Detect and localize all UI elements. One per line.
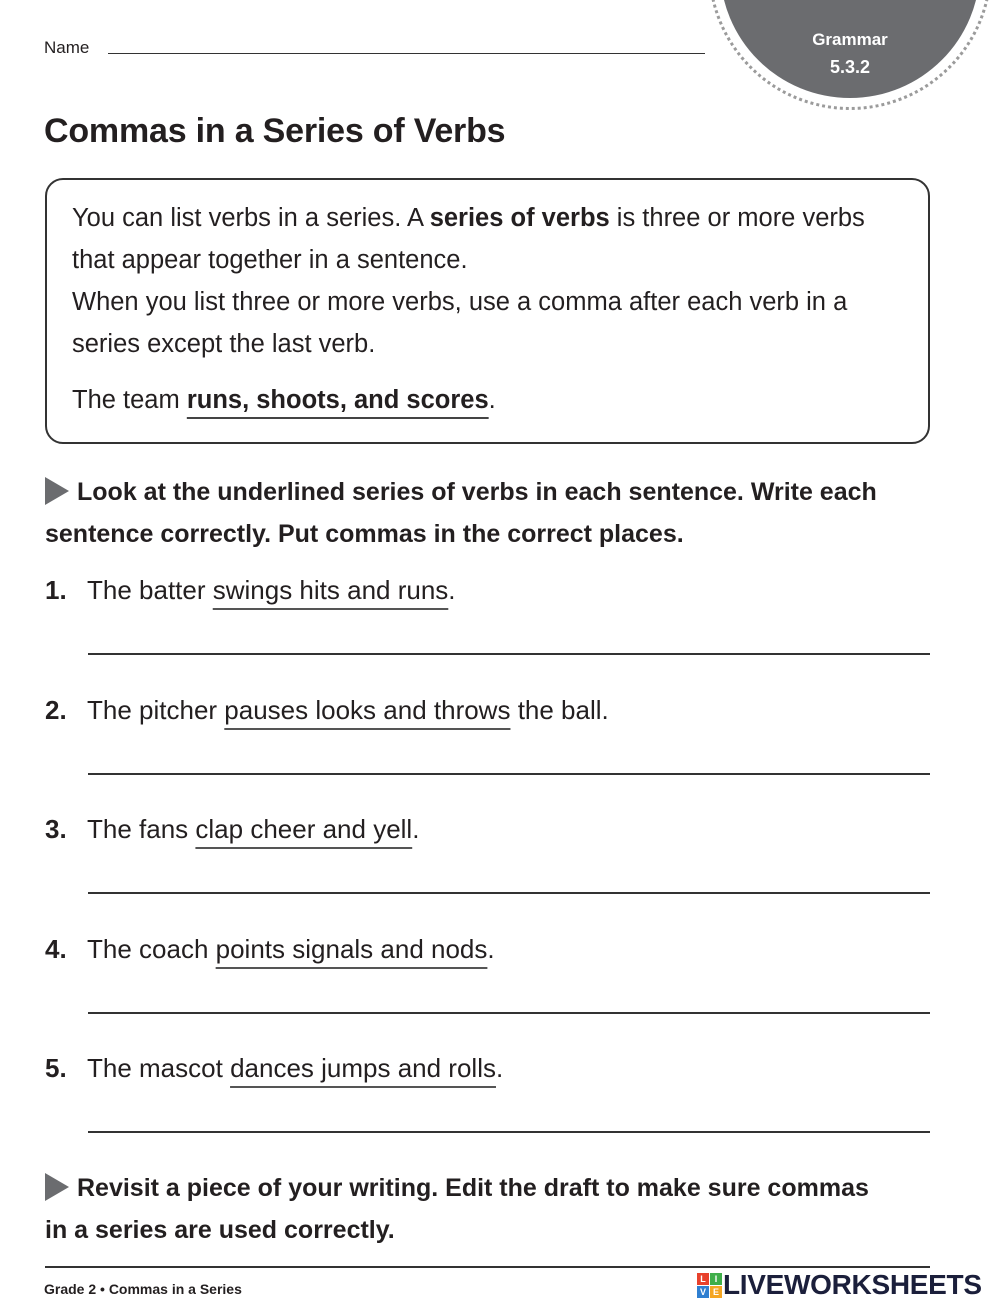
brand-tile: L [697, 1273, 709, 1285]
rule-example [72, 379, 928, 421]
question-item [0, 572, 1000, 692]
rule-text: You can list verbs in a series. A [72, 204, 430, 232]
question-sentence [87, 931, 495, 967]
name-line [108, 53, 705, 54]
question-number: 1. [45, 575, 67, 605]
example-verbs: runs, shoots, and scores [186, 386, 489, 414]
arrow-bullet-icon [45, 477, 69, 505]
instruction-line [45, 471, 930, 513]
question-sentence [87, 572, 456, 608]
name-label: Name [44, 38, 90, 57]
rule-line-2: that appear together in a sentence. [72, 246, 468, 274]
instruction-1 [45, 471, 930, 555]
page-title: Commas in a Series of Verbs [44, 112, 506, 150]
footer-label: Grade 2 • Commas in a Series [44, 1281, 242, 1297]
question-sentence [87, 1050, 503, 1086]
brand-tiles-icon [697, 1273, 722, 1298]
sentence-end: . [495, 1053, 504, 1083]
sentence-end: . [412, 814, 420, 844]
question-item [0, 811, 1000, 931]
rule-term: series of verbs [429, 204, 610, 232]
answer-input-2[interactable] [88, 735, 930, 775]
brand-tile: E [710, 1286, 722, 1298]
instruction-2 [45, 1167, 930, 1251]
arrow-bullet-icon [45, 1173, 69, 1201]
sentence-end: . [487, 933, 495, 964]
example-start: The team [72, 386, 187, 414]
underlined-verbs: points signals and nods [215, 933, 488, 964]
brand-logo [697, 1271, 982, 1299]
brand-tile: V [697, 1286, 709, 1298]
rule-line-4: series except the last verb. [72, 330, 376, 358]
question-number: 2. [45, 694, 67, 725]
example-end: . [488, 386, 496, 414]
answer-input-3[interactable] [88, 854, 930, 894]
sentence-end: . [448, 575, 456, 605]
footer-rule [45, 1266, 930, 1268]
brand-name: LIVEWORKSHEETS [723, 1269, 982, 1300]
instruction-line [45, 1167, 930, 1209]
question-item [0, 1050, 1000, 1170]
underlined-verbs: pauses looks and throws [224, 694, 511, 725]
answer-input-4[interactable] [88, 974, 930, 1014]
badge-code: 5.3.2 [829, 57, 871, 77]
rule-text: is three or more verbs [609, 204, 865, 232]
question-sentence [87, 692, 609, 728]
instruction-line: sentence correctly. Put commas in the correct places. [45, 520, 684, 548]
instruction-text: Look at the underlined series of verbs in each sentence. Write each [77, 478, 877, 506]
rule-box [45, 178, 930, 444]
sentence-start: The fans [87, 814, 196, 844]
sentence-start: The mascot [87, 1053, 231, 1083]
rule-line-3: When you list three or more verbs, use a comma after each verb in a [72, 288, 848, 316]
question-number: 5. [45, 1053, 67, 1083]
badge-subject: Grammar [812, 30, 888, 49]
sentence-start: The batter [87, 575, 213, 605]
instruction-line: in a series are used correctly. [45, 1216, 395, 1244]
answer-input-1[interactable] [88, 615, 930, 655]
underlined-verbs: clap cheer and yell [195, 814, 413, 844]
question-item [0, 692, 1000, 812]
answer-input-5[interactable] [88, 1093, 930, 1133]
question-number: 3. [45, 814, 67, 844]
sentence-start: The pitcher [87, 694, 225, 725]
underlined-verbs: dances jumps and rolls [230, 1053, 496, 1083]
question-number: 4. [45, 933, 67, 964]
instruction-text: Revisit a piece of your writing. Edit the draft to make sure commas [77, 1174, 869, 1202]
rule-line-1 [72, 197, 928, 239]
underlined-verbs: swings hits and runs [212, 575, 449, 605]
question-item [0, 931, 1000, 1051]
brand-tile: I [710, 1273, 722, 1285]
sentence-end: the ball. [510, 694, 609, 725]
sentence-start: The coach [87, 933, 216, 964]
question-list [0, 572, 1000, 1170]
question-sentence [87, 811, 419, 847]
